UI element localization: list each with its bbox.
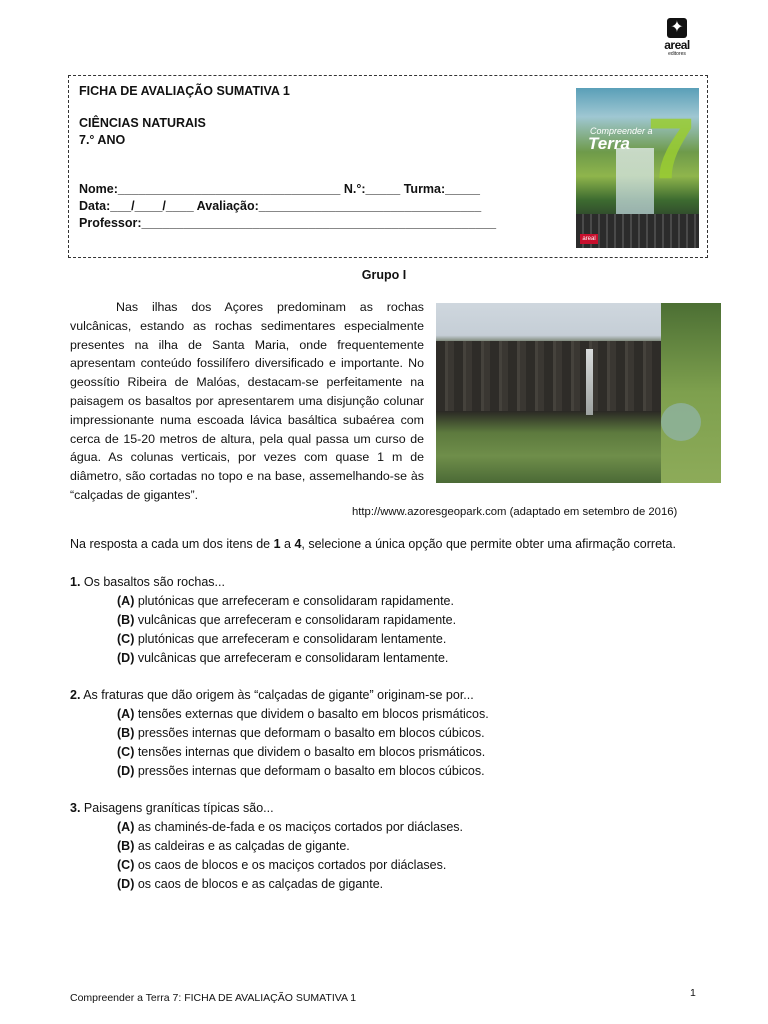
option-letter: (A) [117,820,135,834]
option-text: pressões internas que deformam o basalto em blocos cúbicos. [134,764,485,778]
option-1a [117,594,454,608]
option-letter: (C) [117,745,135,759]
option-text: as chaminés-de-fada e os maciços cortados por diáclases. [134,820,463,834]
question-2 [70,688,474,702]
question-number: 2. [70,688,81,702]
option-letter: (C) [117,632,135,646]
option-text: os caos de blocos e os maciços cortados por diáclases. [134,858,447,872]
option-3d [117,877,383,891]
professor-line: Professor:___________________________________________________ [79,216,497,230]
option-letter: (B) [117,839,135,853]
intro-paragraph: Nas ilhas dos Açores predominam as rochas vulcânicas, estando as rochas sedimentares especialmente presentes na ilha de Santa Maria, onde frequentemente apresentam conteúdo fossilífero diversificado e importante. No geossítio Ribeira de Malóas, destacam-se perfeitamente na paisagem os basaltos por apresentarem uma disjunção colunar impressionante numa escoada lávica basáltica subaérea com cerca de 15-20 metros de altura, pela qual passa um curso de água. As colunas verticais, por vezes com quase 1 m de diâmetro, são cortadas no topo e na base, assemelhando-se às “calçadas de gigantes”. [70,300,424,502]
option-letter: (C) [117,858,135,872]
publisher-logo-name: areal [664,38,690,52]
instruction-item-end: 4 [294,537,302,551]
option-3b [117,839,350,853]
option-text: vulcânicas que arrefeceram e consolidaram lentamente. [134,651,449,665]
option-1b [117,613,456,627]
option-2b [117,726,485,740]
sheet-title: FICHA DE AVALIAÇÃO SUMATIVA 1 [79,84,290,98]
instruction [70,537,676,551]
option-2d [117,764,485,778]
publisher-logo-mark: ✦ [667,18,687,38]
option-text: pressões internas que deformam o basalto em blocos cúbicos. [134,726,485,740]
source-citation: http://www.azoresgeopark.com (adaptado em setembro de 2016) [352,506,678,518]
option-text: as caldeiras e as calçadas de gigante. [134,839,350,853]
option-letter: (D) [117,764,135,778]
cover-title-line1: Compreender a [590,126,653,136]
question-1 [70,575,225,589]
question-text: Paisagens graníticas típicas são... [80,801,274,815]
question-text: As fraturas que dão origem às “calçadas de gigante” originam-se por... [80,688,474,702]
option-3c [117,858,446,872]
option-letter: (A) [117,594,135,608]
option-3a [117,820,463,834]
publisher-logo-sub: editores [668,51,686,57]
page-footer: Compreender a Terra 7: FICHA DE AVALIAÇÃO SUMATIVA 1 [70,992,357,1004]
page-number: 1 [690,987,696,999]
option-letter: (B) [117,613,135,627]
date-line: Data:___/____/____ Avaliação:________________________________ [79,199,482,213]
option-2c [117,745,485,759]
name-line: Nome:________________________________ N.°:_____ Turma:_____ [79,182,480,196]
option-letter: (B) [117,726,135,740]
cover-title-line2: Terra [588,134,630,153]
book-cover-image [576,88,699,248]
publisher-logo [654,18,700,57]
question-number: 3. [70,801,81,815]
option-text: tensões internas que dividem o basalto em blocos prismáticos. [134,745,486,759]
option-2a [117,707,489,721]
photo-cliff [436,341,676,411]
option-text: os caos de blocos e as calçadas de gigante. [134,877,384,891]
subject: CIÊNCIAS NATURAIS [79,116,206,130]
instruction-pre: Na resposta a cada um dos itens de [70,537,274,551]
photo-plant [661,403,701,441]
question-text: Os basaltos são rochas... [80,575,225,589]
option-text: plutónicas que arrefeceram e consolidaram rapidamente. [134,594,454,608]
option-1c [117,632,446,646]
group-heading: Grupo I [361,268,407,282]
cover-number: 7 [647,101,695,197]
option-letter: (D) [117,651,135,665]
instruction-item-start: 1 [273,537,281,551]
question-number: 1. [70,575,81,589]
basalt-columns-photo [436,303,721,483]
header-box [68,75,708,258]
instruction-post: , selecione a única opção que permite obter uma afirmação correta. [301,537,676,551]
photo-vegetation [661,303,721,483]
school-year: 7.° ANO [79,133,126,147]
option-1d [117,651,448,665]
photo-waterfall [586,349,593,415]
option-text: tensões externas que dividem o basalto em blocos prismáticos. [134,707,489,721]
option-text: vulcânicas que arrefeceram e consolidaram rapidamente. [134,613,457,627]
question-3 [70,801,274,815]
option-letter: (A) [117,707,135,721]
option-text: plutónicas que arrefeceram e consolidaram lentamente. [134,632,447,646]
option-letter: (D) [117,877,135,891]
instruction-mid: a [280,537,295,551]
cover-brand: areal [580,234,598,244]
